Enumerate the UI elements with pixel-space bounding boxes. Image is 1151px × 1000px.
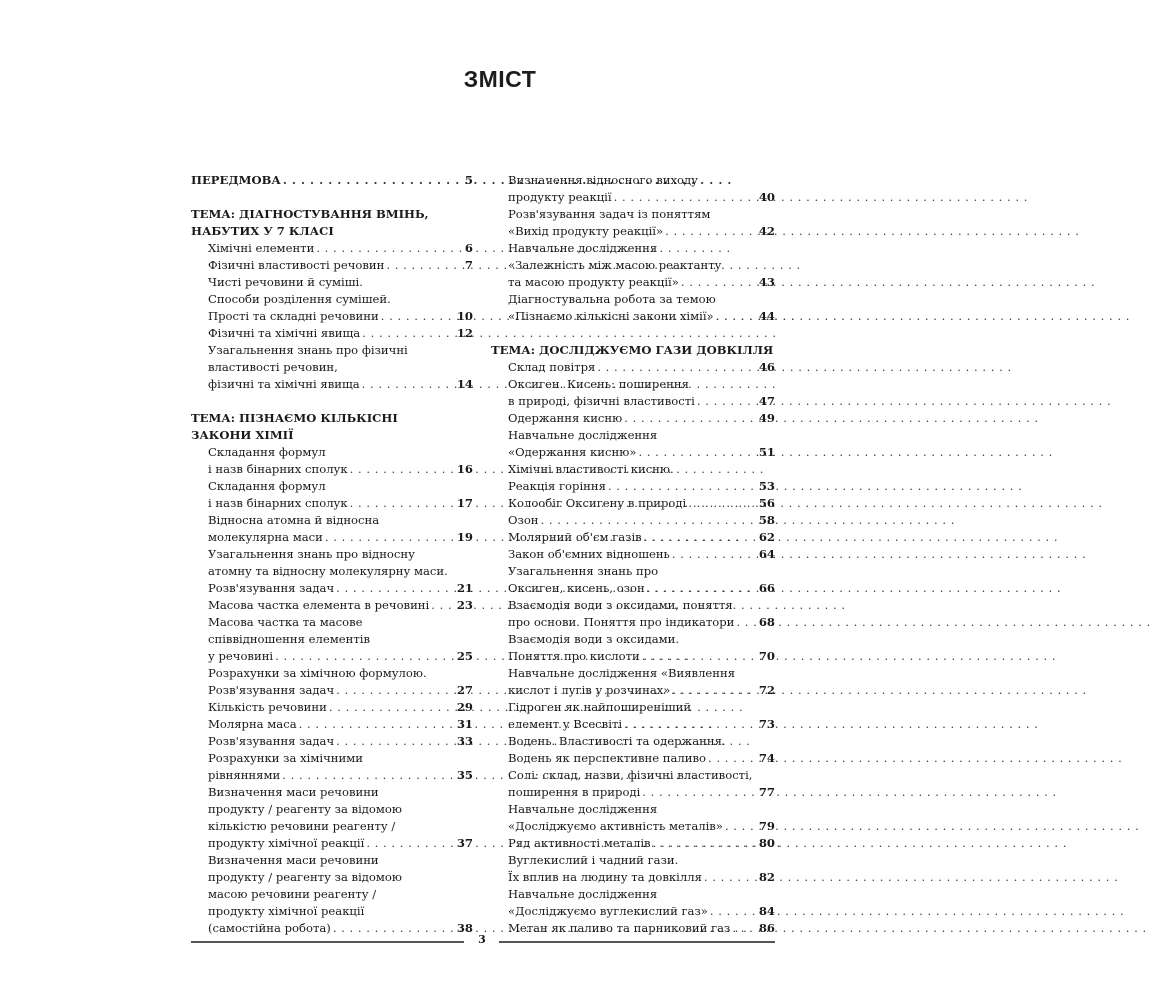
toc-page-number: 79 (758, 819, 775, 833)
toc-entry-text: Озон (508, 513, 539, 527)
toc-entry-text: Оксиген. Кисень: поширення (508, 377, 689, 391)
toc-entry[interactable] (191, 512, 473, 546)
toc-page-number: 62 (758, 530, 775, 544)
toc-page-number: 7 (464, 258, 473, 272)
toc-page-number: 72 (758, 683, 775, 697)
toc-entry-text: «Пізнаємо кількісні закони хімії» (508, 309, 714, 323)
dot-leader (708, 750, 757, 767)
toc-entry-text: про основи. Поняття про індикатори (508, 615, 735, 629)
dot-leader (624, 410, 757, 427)
toc-entry[interactable] (491, 750, 775, 767)
toc-entry-text: Чисті речовини й суміші. (208, 275, 363, 289)
toc-entry[interactable] (191, 665, 473, 682)
dot-leader (381, 308, 455, 325)
dot-leader (688, 495, 757, 512)
toc-section-heading[interactable] (191, 206, 473, 240)
toc-page-number: 29 (456, 700, 473, 714)
toc-entry[interactable] (491, 852, 775, 886)
toc-entry-text: «Одержання кисню» (508, 445, 637, 459)
dot-leader (647, 580, 757, 597)
toc-page-number: 68 (758, 615, 775, 629)
toc-page-number: 31 (456, 717, 473, 731)
toc-entry-text: Кількість речовини (208, 700, 327, 714)
toc-page-number: 42 (758, 224, 775, 238)
dot-leader (366, 835, 455, 852)
toc-entry-text: Поняття про кислоти (508, 649, 640, 663)
toc-entry[interactable] (191, 308, 473, 325)
dot-leader (644, 529, 757, 546)
toc-entry[interactable] (491, 240, 775, 291)
toc-entry[interactable] (491, 767, 775, 801)
dot-leader (624, 716, 757, 733)
dot-leader (597, 359, 757, 376)
toc-entry-text: Навчальне дослідження (508, 802, 658, 816)
toc-entry-text: та масою продукту реакції» (508, 275, 679, 289)
toc-entry-text: Розв'язування задач (208, 581, 335, 595)
toc-entry[interactable] (491, 410, 775, 427)
toc-entry-text: Розрахунки за хімічними (208, 751, 363, 765)
dot-leader (653, 835, 757, 852)
toc-entry[interactable] (491, 359, 775, 376)
toc-entry[interactable] (191, 478, 473, 512)
toc-entry-text: (самостійна робота) (208, 921, 331, 935)
toc-page-number: 43 (758, 275, 775, 289)
toc-entry-text: продукту хімічної реакції (208, 904, 365, 918)
toc-entry-text: Масова частка та масове (208, 615, 363, 629)
toc-page-number: 49 (758, 411, 775, 425)
toc-entry-text: молекулярна маси (208, 530, 323, 544)
toc-entry-text: Одержання кисню (508, 411, 623, 425)
toc-entry-text: і назв бінарних сполук (208, 496, 348, 510)
toc-page-number: 51 (758, 445, 775, 459)
toc-page-number: 70 (758, 649, 775, 663)
toc-entry[interactable] (191, 852, 473, 937)
toc-page-number: 16 (456, 462, 473, 476)
toc-entry-text: Вуглекислий і чадний гази. (508, 853, 679, 867)
toc-entry-text: Гідроген як найпоширеніший (508, 700, 692, 714)
toc-entry[interactable] (491, 920, 775, 937)
toc-page-number: 14 (456, 377, 473, 391)
toc-entry-text: Навчальне дослідження «Виявлення (508, 666, 736, 680)
dot-leader (336, 733, 455, 750)
toc-right-column (491, 172, 775, 937)
toc-page-number: 35 (456, 768, 473, 782)
dot-leader (336, 682, 455, 699)
toc-entry-text: Їх вплив на людину та довкілля (508, 870, 702, 884)
toc-entry-text: поширення в природі (508, 785, 641, 799)
toc-page-number: 64 (758, 547, 775, 561)
toc-entry[interactable] (191, 733, 473, 750)
dot-leader (325, 529, 455, 546)
toc-page-number: 23 (456, 598, 473, 612)
toc-entry-text: Водень. Властивості та одержання. (508, 734, 726, 748)
toc-entry[interactable] (491, 631, 775, 648)
toc-entry-text: в природі, фізичні властивості (508, 394, 695, 408)
dot-leader (608, 478, 757, 495)
toc-entry[interactable] (491, 665, 775, 699)
toc-entry-text: ТЕМА: ПІЗНАЄМО КІЛЬКІСНІ (191, 411, 398, 425)
toc-entry-text: продукту / реагенту за відомою (208, 870, 402, 884)
toc-entry[interactable] (491, 206, 775, 240)
toc-entry[interactable] (191, 546, 473, 580)
toc-entry-text: Колообіг Оксигену в природі (508, 496, 687, 510)
dot-leader (336, 580, 455, 597)
toc-entry-text: кількістю речовини реагенту / (208, 819, 396, 833)
toc-page-number: 46 (758, 360, 775, 374)
toc-entry-text: фізичні та хімічні явища (208, 377, 360, 391)
toc-entry-text: НАБУТИХ У 7 КЛАСІ (191, 224, 334, 238)
dot-leader (642, 784, 757, 801)
dot-leader (614, 189, 757, 206)
dot-leader (665, 223, 757, 240)
toc-entry[interactable] (491, 427, 775, 461)
toc-entry[interactable] (191, 580, 473, 597)
toc-entry-text: Узагальнення знань про відносну (208, 547, 415, 561)
dot-leader (329, 699, 455, 716)
dot-leader (716, 308, 757, 325)
dot-leader (672, 682, 756, 699)
toc-entry[interactable] (491, 648, 775, 665)
toc-page-number: 56 (758, 496, 775, 510)
toc-page-number: 17 (456, 496, 473, 510)
toc-entry-text: у речовині (208, 649, 274, 663)
toc-entry[interactable] (491, 172, 775, 206)
toc-entry-text: продукту / реагенту за відомою (208, 802, 402, 816)
toc-entry[interactable] (191, 444, 473, 478)
toc-entry-text: властивості речовин, (208, 360, 338, 374)
toc-entry-text: Фізичні властивості речовин (208, 258, 385, 272)
toc-page-number: 77 (758, 785, 775, 799)
toc-page-number: 58 (758, 513, 775, 527)
toc-page-number: 84 (758, 904, 775, 918)
toc-left-column (191, 172, 473, 937)
section-spacer (191, 393, 473, 410)
toc-entry-text: Навчальне дослідження (508, 887, 658, 901)
toc-entry-text: Відносна атомна й відносна (208, 513, 380, 527)
toc-entry-text: Навчальне дослідження (508, 428, 658, 442)
dot-leader (362, 325, 455, 342)
toc-page-number: 86 (758, 921, 775, 935)
toc-page-number: 21 (456, 581, 473, 595)
toc-page-number: 44 (758, 309, 775, 323)
toc-entry-text: ТЕМА: ДІАГНОСТУВАННЯ ВМІНЬ, (191, 207, 429, 221)
toc-page-number: 73 (758, 717, 775, 731)
toc-entry[interactable] (491, 886, 775, 920)
toc-page-number: 66 (758, 581, 775, 595)
toc-entry[interactable] (191, 342, 473, 393)
footer-rule-left (191, 941, 464, 943)
toc-entry-text: Прості та складні речовини (208, 309, 379, 323)
dot-leader (350, 461, 455, 478)
toc-entry-text: і назв бінарних сполук (208, 462, 348, 476)
dot-leader (710, 903, 757, 920)
dot-leader (732, 920, 756, 937)
toc-entry[interactable] (491, 495, 775, 512)
toc-entry[interactable] (491, 563, 775, 597)
toc-page-number: 5 (464, 173, 473, 187)
toc-entry[interactable] (491, 529, 775, 546)
dot-leader (681, 274, 757, 291)
toc-page-number: 19 (456, 530, 473, 544)
toc-entry[interactable] (491, 376, 775, 410)
toc-entry-text: атомну та відносну молекулярну маси. (208, 564, 448, 578)
toc-entry-text: ЗАКОНИ ХІМІЇ (191, 428, 294, 442)
toc-entry-text: Взаємодія води з оксидами, поняття (508, 598, 733, 612)
dot-leader (697, 393, 757, 410)
dot-leader (725, 818, 757, 835)
toc-entry-text: Солі: склад, назви, фізичні властивості, (508, 768, 753, 782)
dot-leader (333, 920, 455, 937)
toc-page-number: 12 (456, 326, 473, 340)
toc-section-heading[interactable] (191, 172, 473, 189)
toc-entry[interactable] (491, 733, 775, 750)
toc-entry-text: продукту хімічної реакції (208, 836, 365, 850)
toc-page-number: 47 (758, 394, 775, 408)
toc-entry[interactable] (491, 512, 775, 529)
toc-entry-text: Визначення відносного виходу (508, 173, 698, 187)
toc-entry-text: ПЕРЕДМОВА (191, 173, 281, 187)
toc-entry-text: Навчальне дослідження (508, 241, 658, 255)
toc-entry[interactable] (191, 614, 473, 665)
toc-entry-text: «Залежність між масою реактанту (508, 258, 722, 272)
dot-leader (362, 376, 455, 393)
toc-entry-text: Узагальнення знань про фізичні (208, 343, 408, 357)
toc-entry-text: «Вихід продукту реакції» (508, 224, 664, 238)
toc-entry-text: Визначення маси речовини (208, 785, 379, 799)
dot-leader (282, 767, 455, 784)
toc-entry-text: Хімічні елементи (208, 241, 315, 255)
toc-entry-text: продукту реакції (508, 190, 612, 204)
dot-leader (638, 444, 756, 461)
toc-entry-text: Визначення маси речовини (208, 853, 379, 867)
toc-entry[interactable] (191, 682, 473, 699)
toc-entry[interactable] (191, 274, 473, 308)
toc-entry-text: рівняннями (208, 768, 281, 782)
toc-entry-text: Узагальнення знань про (508, 564, 659, 578)
toc-entry-text: Реакція горіння (508, 479, 606, 493)
toc-entry-text: Склад повітря (508, 360, 596, 374)
toc-entry[interactable] (491, 546, 775, 563)
toc-entry-text: Молярна маса (208, 717, 297, 731)
toc-entry-text: Метан як паливо та парниковий газ (508, 921, 731, 935)
toc-entry-text: Закон об'ємних відношень (508, 547, 670, 561)
footer-rule-right (499, 941, 775, 943)
dot-leader (386, 257, 457, 274)
page-number: 3 (478, 933, 486, 946)
toc-page-number: 80 (758, 836, 775, 850)
toc-page-number: 37 (456, 836, 473, 850)
toc-entry-text: Розрахунки за хімічною формулою. (208, 666, 427, 680)
toc-entry-text: Розв'язування задач (208, 683, 335, 697)
toc-entry-text: Розв'язування задач (208, 734, 335, 748)
toc-entry-text: Складання формул (208, 479, 326, 493)
toc-entry-text: «Досліджуємо вуглекислий газ» (508, 904, 708, 918)
toc-entry[interactable] (491, 291, 775, 325)
toc-entry-text: Хімічні властивості кисню. (508, 462, 674, 476)
toc-entry-text: Масова частка елемента в речовині (208, 598, 430, 612)
toc-entry-text: елемент у Всесвіті (508, 717, 623, 731)
toc-entry-text: Фізичні та хімічні явища (208, 326, 361, 340)
dot-leader (350, 495, 455, 512)
toc-entry[interactable] (491, 597, 775, 631)
dot-leader (275, 648, 455, 665)
dot-leader (672, 546, 757, 563)
dot-leader (431, 597, 455, 614)
toc-entry-text: Молярний об'єм газів (508, 530, 642, 544)
dot-leader (736, 614, 756, 631)
section-spacer (191, 189, 473, 206)
toc-page-number: 74 (758, 751, 775, 765)
toc-entry-text: «Досліджуємо активність металів» (508, 819, 723, 833)
toc-entry-text: Складання формул (208, 445, 326, 459)
toc-page-number: 38 (456, 921, 473, 935)
toc-entry[interactable] (191, 750, 473, 784)
dot-leader (541, 512, 757, 529)
toc-page-number: 53 (758, 479, 775, 493)
dot-leader (283, 172, 457, 189)
dot-leader (316, 240, 457, 257)
toc-page-number: 33 (456, 734, 473, 748)
toc-entry-text: масою речовини реагенту / (208, 887, 377, 901)
toc-entry-text: Оксиген, кисень, озон (508, 581, 645, 595)
toc-entry-text: Взаємодія води з оксидами. (508, 632, 680, 646)
toc-page-number: 82 (758, 870, 775, 884)
dot-leader (642, 648, 757, 665)
toc-entry[interactable] (491, 478, 775, 495)
toc-entry-text: Ряд активності металів (508, 836, 651, 850)
toc-entry[interactable] (191, 240, 473, 257)
toc-entry-text: Діагностувальна робота за темою (508, 292, 716, 306)
toc-entry[interactable] (491, 835, 775, 852)
toc-entry[interactable] (491, 801, 775, 835)
toc-page-number: 27 (456, 683, 473, 697)
toc-entry[interactable] (191, 716, 473, 733)
toc-entry-text: Водень як перспективне паливо (508, 751, 706, 765)
dot-leader (299, 716, 455, 733)
toc-entry-text: Способи розділення сумішей. (208, 292, 391, 306)
dot-leader (704, 869, 757, 886)
toc-entry-text: кислот і лугів у розчинах» (508, 683, 671, 697)
toc-entry[interactable] (191, 699, 473, 716)
toc-entry[interactable] (191, 597, 473, 614)
toc-entry[interactable] (491, 461, 775, 478)
toc-entry-text: співвідношення елементів (208, 632, 370, 646)
toc-section-heading[interactable] (191, 410, 473, 444)
toc-entry[interactable] (191, 325, 473, 342)
toc-entry[interactable] (191, 784, 473, 852)
toc-entry-text: Розв'язування задач із поняттям (508, 207, 711, 221)
toc-page-number: 25 (456, 649, 473, 663)
toc-page-number: 6 (464, 241, 473, 255)
toc-page-number: 10 (456, 309, 473, 323)
page-title: ЗМІСТ (463, 66, 537, 92)
toc-entry[interactable] (191, 257, 473, 274)
toc-entry-text: ТЕМА: ДОСЛІДЖУЄМО ГАЗИ ДОВКІЛЛЯ (491, 343, 774, 357)
toc-section-heading[interactable] (491, 342, 775, 359)
toc-page-number: 40 (758, 190, 775, 204)
toc-entry[interactable] (491, 699, 775, 733)
section-spacer (491, 325, 775, 342)
